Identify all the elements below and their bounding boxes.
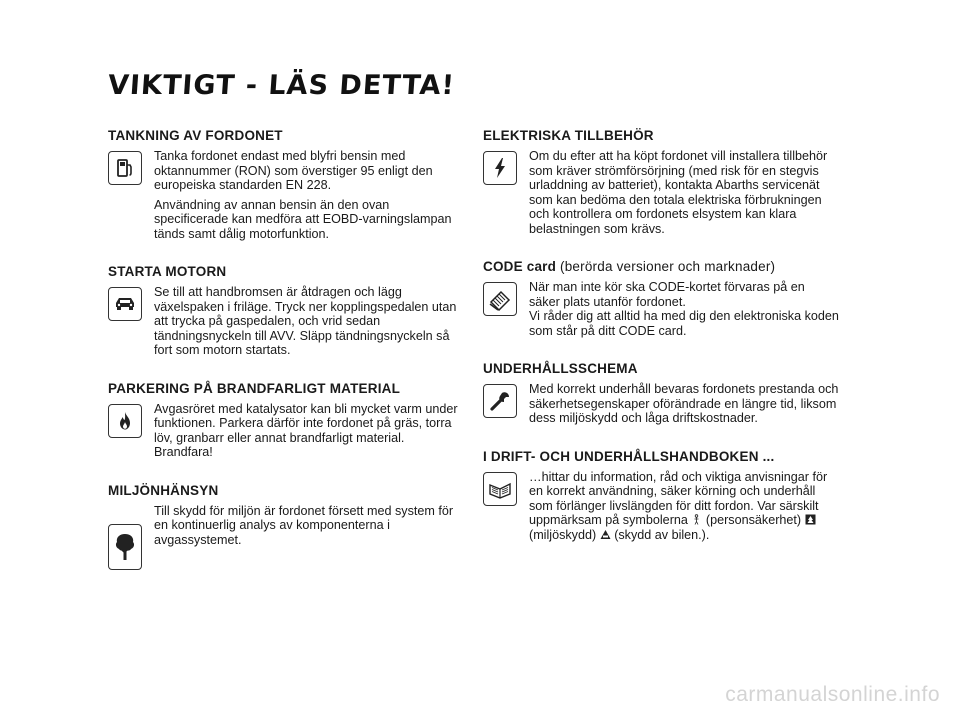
paragraph: Avgasröret med katalysator kan bli mycket varm under funktionen. Parkera därför inte fordonet på gräs, torra löv, granbarr eller annat brandfarligt material. Brandfara! bbox=[154, 401, 458, 459]
paragraph: När man inte kör ska CODE-kortet förvaras på en säker plats utanför fordonet. bbox=[529, 280, 805, 309]
paragraph bbox=[529, 470, 839, 543]
section-heading: MILJÖNHÄNSYN bbox=[108, 482, 219, 498]
code-card-note: (berörda versioner och marknader) bbox=[560, 259, 776, 274]
paragraph-text: (skydd av bilen.). bbox=[614, 527, 710, 542]
lightning-icon bbox=[483, 151, 517, 185]
section-miljo bbox=[108, 483, 468, 570]
left-column bbox=[108, 128, 468, 588]
car-icon bbox=[108, 287, 142, 321]
section-underhall bbox=[483, 361, 843, 431]
page-title: VIKTIGT - LÄS DETTA! bbox=[106, 70, 456, 101]
wrench-icon bbox=[483, 384, 517, 418]
fire-icon bbox=[108, 404, 142, 438]
watermark: carmanualsonline.info bbox=[725, 683, 940, 706]
paragraph: Vi råder dig att alltid ha med dig den elektroniska koden som står på ditt CODE card. bbox=[529, 309, 839, 338]
paragraph: Se till att handbromsen är åtdragen och lägg växelspaken i friläge. Tryck ner kopplingspedalen utan att trycka på gaspedalen, och vrid sedan tändningsnyckeln till AVV. Släpp tändningsnyckeln så fort som motorn startats. bbox=[154, 285, 457, 357]
environment-icon bbox=[805, 514, 816, 525]
section-heading: UNDERHÅLLSSCHEMA bbox=[483, 361, 638, 376]
section-heading bbox=[483, 259, 843, 274]
paragraph-text: …hittar du information, råd och viktiga anvisningar för en korrekt användning, säker körning och underhåll som förlänger livslängden för ditt fordon. Var särskilt uppmärksam på symbolerna bbox=[529, 469, 828, 527]
paragraph: Om du efter att ha köpt fordonet vill installera tillbehör som kräver strömförsörjning (med risk för en stegvis urladdning av batteriet), kontakta Abarths servicenät som kan bedöma den totala elektriska förbrukningen och kontrollera om fordonets elsystem kan klara belastningen som krävs. bbox=[529, 149, 828, 236]
section-heading: PARKERING PÅ BRANDFARLIGT MATERIAL bbox=[108, 380, 401, 396]
section-drift bbox=[483, 449, 843, 548]
right-column bbox=[483, 128, 843, 565]
book-icon bbox=[483, 472, 517, 506]
paragraph: Användning av annan bensin än den ovan specificerade kan medföra att EOBD-varningslampan tänds samt dålig motorfunktion. bbox=[154, 197, 452, 241]
section-starta bbox=[108, 264, 468, 363]
section-heading: STARTA MOTORN bbox=[108, 264, 227, 279]
vehicle-protection-icon bbox=[600, 529, 611, 540]
section-heading: ELEKTRISKA TILLBEHÖR bbox=[483, 128, 654, 143]
fuel-pump-icon bbox=[108, 151, 142, 185]
paragraph-text: (miljöskydd) bbox=[529, 527, 597, 542]
section-code-card bbox=[483, 259, 843, 343]
section-heading: I DRIFT- OCH UNDERHÅLLSHANDBOKEN ... bbox=[483, 448, 775, 464]
paragraph: Med korrekt underhåll bevaras fordonets prestanda och säkerhetsegenskaper oförändrade en längre tid, liksom dess miljöskydd och låga driftskostnader. bbox=[529, 382, 839, 425]
code-card-icon bbox=[483, 282, 517, 316]
person-safety-icon bbox=[691, 514, 702, 525]
section-heading: TANKNING AV FORDONET bbox=[108, 128, 283, 143]
paragraph: Till skydd för miljön är fordonet försett med system för en kontinuerlig analys av komponenterna i avgassystemet. bbox=[154, 503, 454, 547]
section-elektriska bbox=[483, 128, 843, 241]
section-tankning bbox=[108, 128, 468, 246]
tree-icon bbox=[108, 524, 142, 570]
paragraph-text: (personsäkerhet) bbox=[705, 513, 802, 527]
paragraph: Tanka fordonet endast med blyfri bensin med oktannummer (RON) som överstiger 95 enligt den europeiska standarden EN 228. bbox=[154, 149, 433, 192]
section-parkering bbox=[108, 381, 468, 465]
code-card-title: CODE card bbox=[483, 259, 557, 274]
